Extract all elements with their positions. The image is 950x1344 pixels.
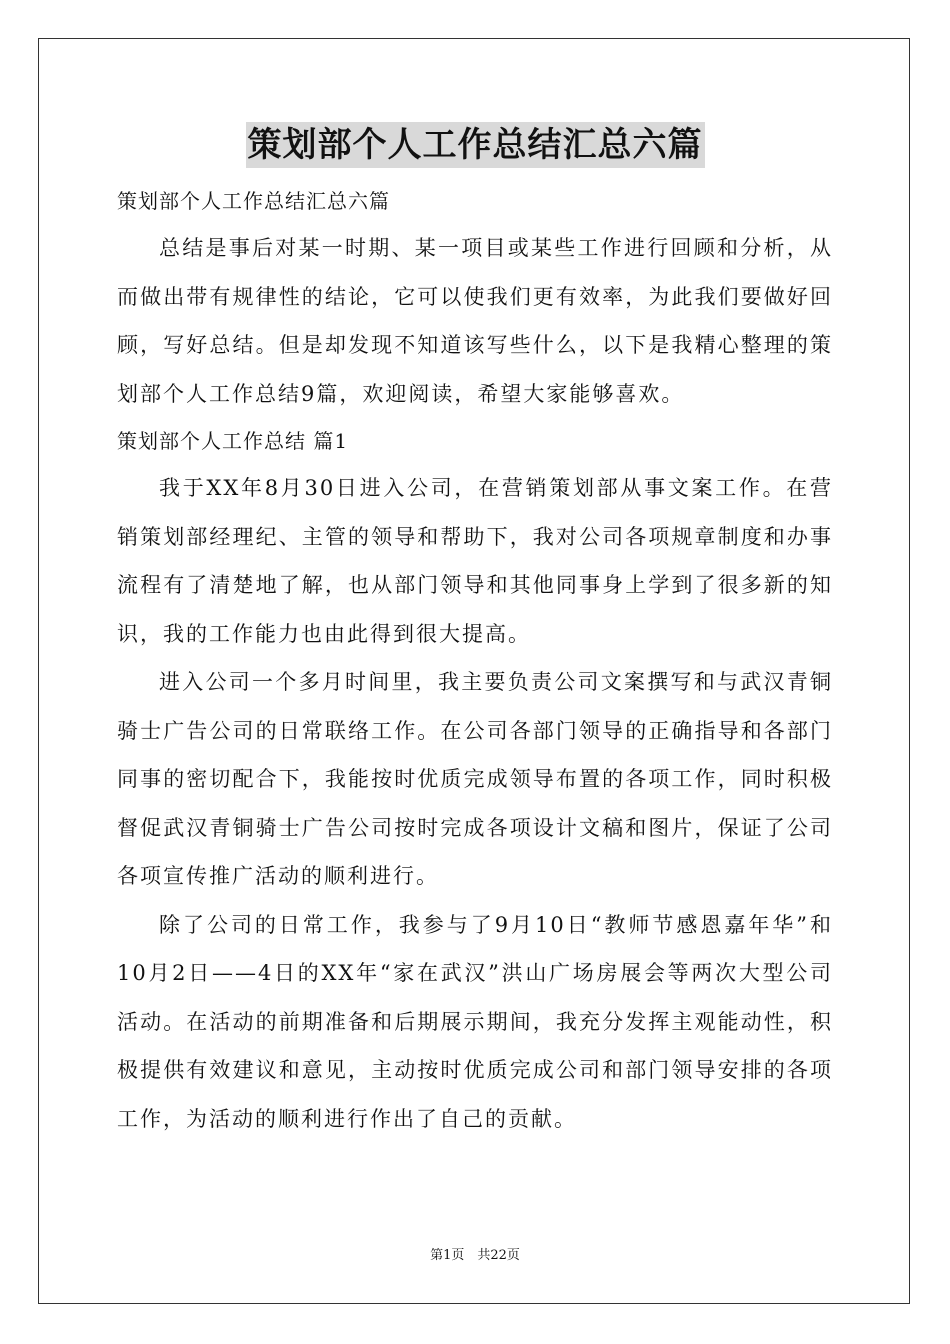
body-paragraph: 除了公司的日常工作，我参与了9月10日“教师节感恩嘉年华”和10月2日——4日的XX年“家在武汉”洪山广场房展会等两次大型公司活动。在活动的前期准备和后期展示期间，我充分发挥主观能动性，积极提供有效建议和意见，主动按时优质完成公司和部门领导安排的各项工作，为活动的顺利进行作出了自己的贡献。 [117, 912, 833, 1131]
section-heading: 策划部个人工作总结 篇1 [117, 429, 349, 453]
intro-paragraph: 总结是事后对某一时期、某一项目或某些工作进行回顾和分析，从而做出带有规律性的结论，它可以使我们更有效率，为此我们要做好回顾，写好总结。但是却发现不知道该写些什么，以下是我精心整理的策划部个人工作总结9篇，欢迎阅读，希望大家能够喜欢。 [117, 236, 833, 406]
page-footer [0, 1247, 950, 1265]
document-body [117, 178, 833, 1143]
document-title-wrapper [0, 122, 950, 168]
body-paragraph: 进入公司一个多月时间里，我主要负责公司文案撰写和与武汉青铜骑士广告公司的日常联络工作。在公司各部门领导的正确指导和各部门同事的密切配合下，我能按时优质完成领导布置的各项工作，同时积极督促武汉青铜骑士广告公司按时完成各项设计文稿和图片，保证了公司各项宣传推广活动的顺利进行。 [117, 670, 833, 888]
body-paragraph: 我于XX年8月30日进入公司，在营销策划部从事文案工作。在营销策划部经理纪、主管的领导和帮助下，我对公司各项规章制度和办事流程有了清楚地了解，也从部门领导和其他同事身上学到了很多新的知识，我的工作能力也由此得到很大提高。 [117, 476, 833, 646]
document-subtitle: 策划部个人工作总结汇总六篇 [117, 189, 390, 213]
document-title: 策划部个人工作总结汇总六篇 [246, 122, 705, 168]
page-number: 第1页 共22页 [430, 1248, 520, 1263]
